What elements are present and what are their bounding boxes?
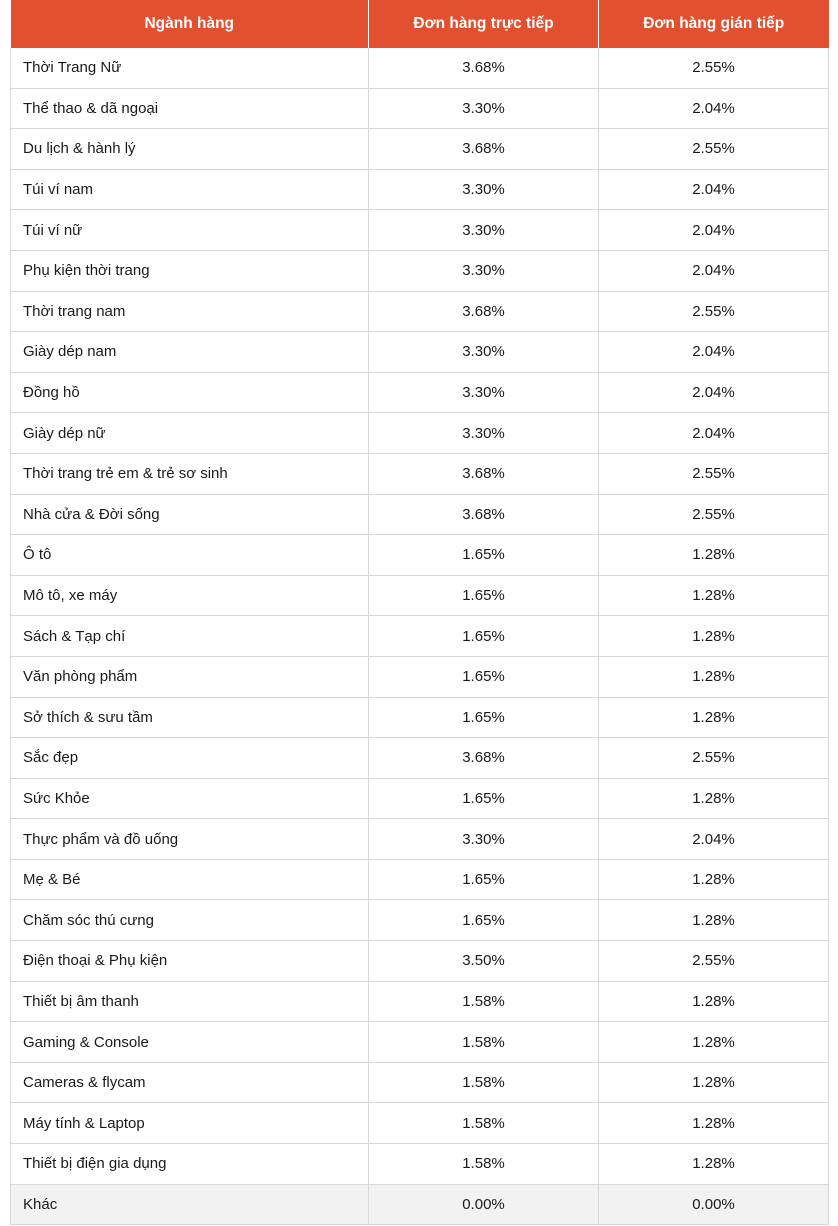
cell-direct-rate: 3.30% [369,88,599,129]
table-row [11,656,829,697]
cell-direct-rate: 3.68% [369,129,599,170]
cell-category: Khác [11,1184,369,1225]
cell-direct-rate: 3.68% [369,291,599,332]
table-row [11,453,829,494]
cell-direct-rate: 1.65% [369,616,599,657]
cell-direct-rate: 3.30% [369,819,599,860]
table-row [11,778,829,819]
table-row [11,372,829,413]
cell-indirect-rate: 1.28% [599,1022,829,1063]
cell-indirect-rate: 2.04% [599,169,829,210]
table-row [11,291,829,332]
cell-category: Chăm sóc thú cưng [11,900,369,941]
cell-indirect-rate: 2.55% [599,129,829,170]
cell-category: Sức Khỏe [11,778,369,819]
table-row [11,575,829,616]
table-row [11,697,829,738]
table-row [11,535,829,576]
cell-direct-rate: 1.65% [369,778,599,819]
cell-indirect-rate: 2.55% [599,48,829,88]
cell-category: Sắc đẹp [11,738,369,779]
cell-indirect-rate: 1.28% [599,778,829,819]
cell-direct-rate: 1.65% [369,900,599,941]
cell-indirect-rate: 2.04% [599,210,829,251]
table-row [11,819,829,860]
table-row [11,900,829,941]
cell-indirect-rate: 2.55% [599,291,829,332]
cell-category: Mẹ & Bé [11,859,369,900]
cell-category: Thời Trang Nữ [11,48,369,88]
cell-indirect-rate: 1.28% [599,900,829,941]
cell-direct-rate: 3.30% [369,372,599,413]
cell-category: Phụ kiện thời trang [11,250,369,291]
table-row [11,616,829,657]
cell-category: Giày dép nam [11,332,369,373]
table-row [11,210,829,251]
cell-category: Túi ví nam [11,169,369,210]
cell-indirect-rate: 1.28% [599,859,829,900]
cell-category: Nhà cửa & Đời sống [11,494,369,535]
table-row [11,332,829,373]
cell-category: Túi ví nữ [11,210,369,251]
table-row [11,1184,829,1225]
cell-category: Điện thoại & Phụ kiện [11,941,369,982]
cell-category: Thể thao & dã ngoại [11,88,369,129]
cell-indirect-rate: 1.28% [599,616,829,657]
cell-indirect-rate: 2.04% [599,413,829,454]
cell-direct-rate: 1.58% [369,1022,599,1063]
table-row [11,494,829,535]
cell-category: Sở thích & sưu tầm [11,697,369,738]
cell-category: Thiết bị âm thanh [11,981,369,1022]
table-row [11,1144,829,1185]
cell-category: Cameras & flycam [11,1062,369,1103]
cell-indirect-rate: 1.28% [599,656,829,697]
column-header-category: Ngành hàng [11,0,369,48]
cell-direct-rate: 1.58% [369,981,599,1022]
table-row [11,1103,829,1144]
cell-indirect-rate: 2.55% [599,738,829,779]
cell-indirect-rate: 1.28% [599,575,829,616]
cell-direct-rate: 0.00% [369,1184,599,1225]
cell-indirect-rate: 1.28% [599,1103,829,1144]
cell-direct-rate: 3.30% [369,332,599,373]
table-header [11,0,829,48]
table-row [11,250,829,291]
cell-indirect-rate: 1.28% [599,981,829,1022]
cell-direct-rate: 1.58% [369,1062,599,1103]
table-row [11,88,829,129]
cell-category: Giày dép nữ [11,413,369,454]
cell-category: Đồng hồ [11,372,369,413]
cell-direct-rate: 1.65% [369,697,599,738]
cell-indirect-rate: 2.04% [599,332,829,373]
cell-category: Thực phẩm và đồ uống [11,819,369,860]
table-row [11,1022,829,1063]
cell-direct-rate: 1.65% [369,575,599,616]
cell-indirect-rate: 2.55% [599,453,829,494]
table-body [11,48,829,1225]
cell-category: Văn phòng phẩm [11,656,369,697]
cell-direct-rate: 1.65% [369,656,599,697]
cell-category: Gaming & Console [11,1022,369,1063]
table-row [11,129,829,170]
cell-direct-rate: 1.58% [369,1103,599,1144]
cell-indirect-rate: 1.28% [599,535,829,576]
cell-direct-rate: 3.50% [369,941,599,982]
column-header-direct-order: Đơn hàng trực tiếp [369,0,599,48]
table-header-row [11,0,829,48]
cell-category: Thiết bị điện gia dụng [11,1144,369,1185]
table-row [11,413,829,454]
cell-direct-rate: 1.65% [369,859,599,900]
table-row [11,738,829,779]
cell-category: Thời trang nam [11,291,369,332]
cell-indirect-rate: 1.28% [599,1144,829,1185]
cell-category: Du lịch & hành lý [11,129,369,170]
table-row [11,1062,829,1103]
cell-category: Máy tính & Laptop [11,1103,369,1144]
table-row [11,48,829,88]
cell-category: Thời trang trẻ em & trẻ sơ sinh [11,453,369,494]
table-row [11,169,829,210]
table-row [11,981,829,1022]
table-row [11,859,829,900]
cell-direct-rate: 3.30% [369,210,599,251]
cell-direct-rate: 3.30% [369,250,599,291]
cell-direct-rate: 1.65% [369,535,599,576]
cell-direct-rate: 1.58% [369,1144,599,1185]
cell-indirect-rate: 2.04% [599,819,829,860]
cell-direct-rate: 3.30% [369,169,599,210]
cell-indirect-rate: 2.04% [599,88,829,129]
commission-rate-table [10,0,829,1225]
cell-category: Sách & Tạp chí [11,616,369,657]
cell-direct-rate: 3.68% [369,453,599,494]
cell-category: Mô tô, xe máy [11,575,369,616]
column-header-indirect-order: Đơn hàng gián tiếp [599,0,829,48]
cell-direct-rate: 3.68% [369,494,599,535]
cell-category: Ô tô [11,535,369,576]
cell-indirect-rate: 2.55% [599,941,829,982]
cell-indirect-rate: 0.00% [599,1184,829,1225]
cell-indirect-rate: 2.55% [599,494,829,535]
cell-direct-rate: 3.68% [369,48,599,88]
cell-indirect-rate: 2.04% [599,250,829,291]
cell-indirect-rate: 1.28% [599,1062,829,1103]
cell-indirect-rate: 2.04% [599,372,829,413]
cell-direct-rate: 3.30% [369,413,599,454]
table-row [11,941,829,982]
cell-indirect-rate: 1.28% [599,697,829,738]
cell-direct-rate: 3.68% [369,738,599,779]
